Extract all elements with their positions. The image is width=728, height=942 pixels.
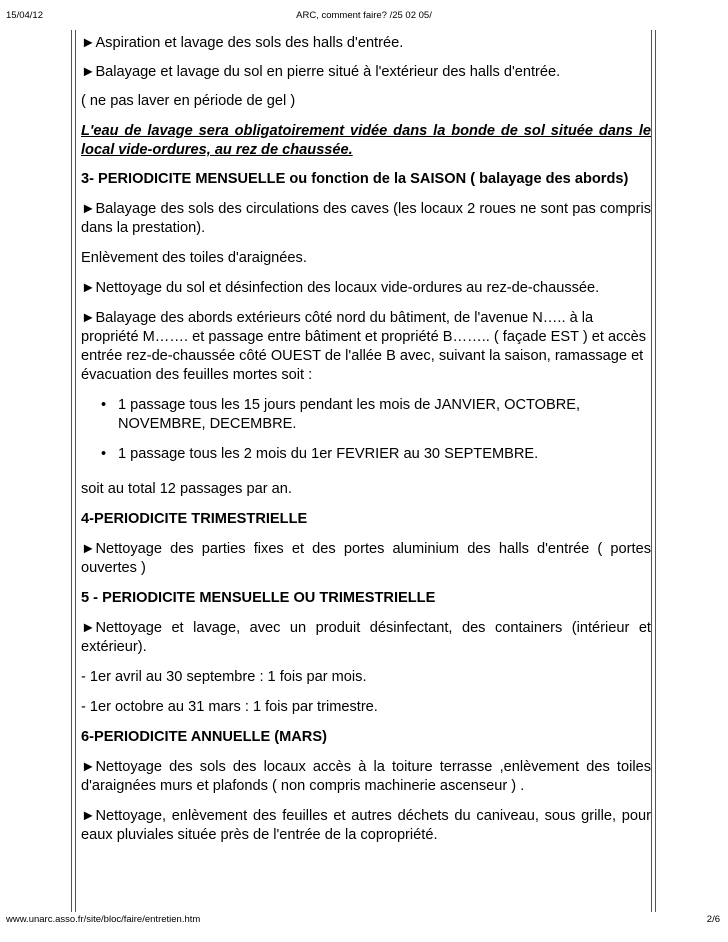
page-number: 2/6: [706, 914, 720, 925]
paragraph: ►Aspiration et lavage des sols des halls d'entrée.: [81, 35, 404, 51]
table-border-left: [71, 30, 72, 912]
bullet-list: [81, 396, 651, 464]
list-item: [81, 445, 651, 464]
bullet-icon: •: [101, 397, 107, 413]
footer-url: www.unarc.asso.fr/site/bloc/faire/entretien.htm: [6, 914, 201, 925]
warning-paragraph: L'eau de lavage sera obligatoirement vidée dans la bonde de sol située dans le local vide-ordures, au rez de chaussée.: [81, 123, 651, 158]
bullet-icon: •: [101, 446, 107, 462]
paragraph: ►Nettoyage du sol et désinfection des locaux vide-ordures au rez-de-chaussée.: [81, 280, 600, 296]
paragraph: ►Balayage des sols des circulations des caves (les locaux 2 roues ne sont pas compris dans la prestation).: [81, 201, 651, 236]
table-border-right: [655, 30, 656, 912]
table-border-left-inner: [75, 30, 76, 912]
paragraph: - 1er avril au 30 septembre : 1 fois par mois.: [81, 669, 367, 685]
document-body: [81, 34, 651, 845]
paragraph: ►Nettoyage des parties fixes et des portes aluminium des halls d'entrée ( portes ouvertes ): [81, 541, 651, 576]
paragraph: - 1er octobre au 31 mars : 1 fois par trimestre.: [81, 699, 378, 715]
page-title: ARC, comment faire? /25 02 05/: [296, 10, 432, 21]
paragraph: ►Balayage des abords extérieurs côté nord du bâtiment, de l'avenue N….. à la propriété M……. et passage entre bâtiment et propriété B…….. ( façade EST ) et accès entrée rez-de-chaussée côté OUEST de l'allée B avec, suivant la saison, ramassage et évacuation des feuilles mortes soit :: [81, 310, 647, 383]
section-heading-5: 5 - PERIODICITE MENSUELLE OU TRIMESTRIELLE: [81, 590, 436, 606]
section-heading-3: 3- PERIODICITE MENSUELLE ou fonction de la SAISON ( balayage des abords): [81, 171, 629, 187]
list-item-text: 1 passage tous les 15 jours pendant les mois de JANVIER, OCTOBRE, NOVEMBRE, DECEMBRE.: [118, 397, 581, 432]
paragraph: ►Nettoyage des sols des locaux accès à la toiture terrasse ,enlèvement des toiles d'araignées murs et plafonds ( non compris machinerie ascenseur ) .: [81, 759, 651, 794]
list-item: [81, 396, 651, 434]
paragraph: ( ne pas laver en période de gel ): [81, 93, 296, 109]
paragraph: ►Nettoyage et lavage, avec un produit désinfectant, des containers (intérieur et extérieur).: [81, 620, 651, 655]
paragraph: ►Nettoyage, enlèvement des feuilles et autres déchets du caniveau, sous grille, pour eaux pluviales située près de l'entrée de la copropriété.: [81, 808, 651, 843]
print-date: 15/04/12: [6, 10, 43, 21]
list-item-text: 1 passage tous les 2 mois du 1er FEVRIER au 30 SEPTEMBRE.: [118, 446, 539, 462]
paragraph: soit au total 12 passages par an.: [81, 481, 292, 497]
paragraph: Enlèvement des toiles d'araignées.: [81, 250, 307, 266]
paragraph: ►Balayage et lavage du sol en pierre situé à l'extérieur des halls d'entrée.: [81, 64, 561, 80]
table-border-right-inner: [651, 30, 652, 912]
section-heading-6: 6-PERIODICITE ANNUELLE (MARS): [81, 729, 327, 745]
section-heading-4: 4-PERIODICITE TRIMESTRIELLE: [81, 511, 308, 527]
